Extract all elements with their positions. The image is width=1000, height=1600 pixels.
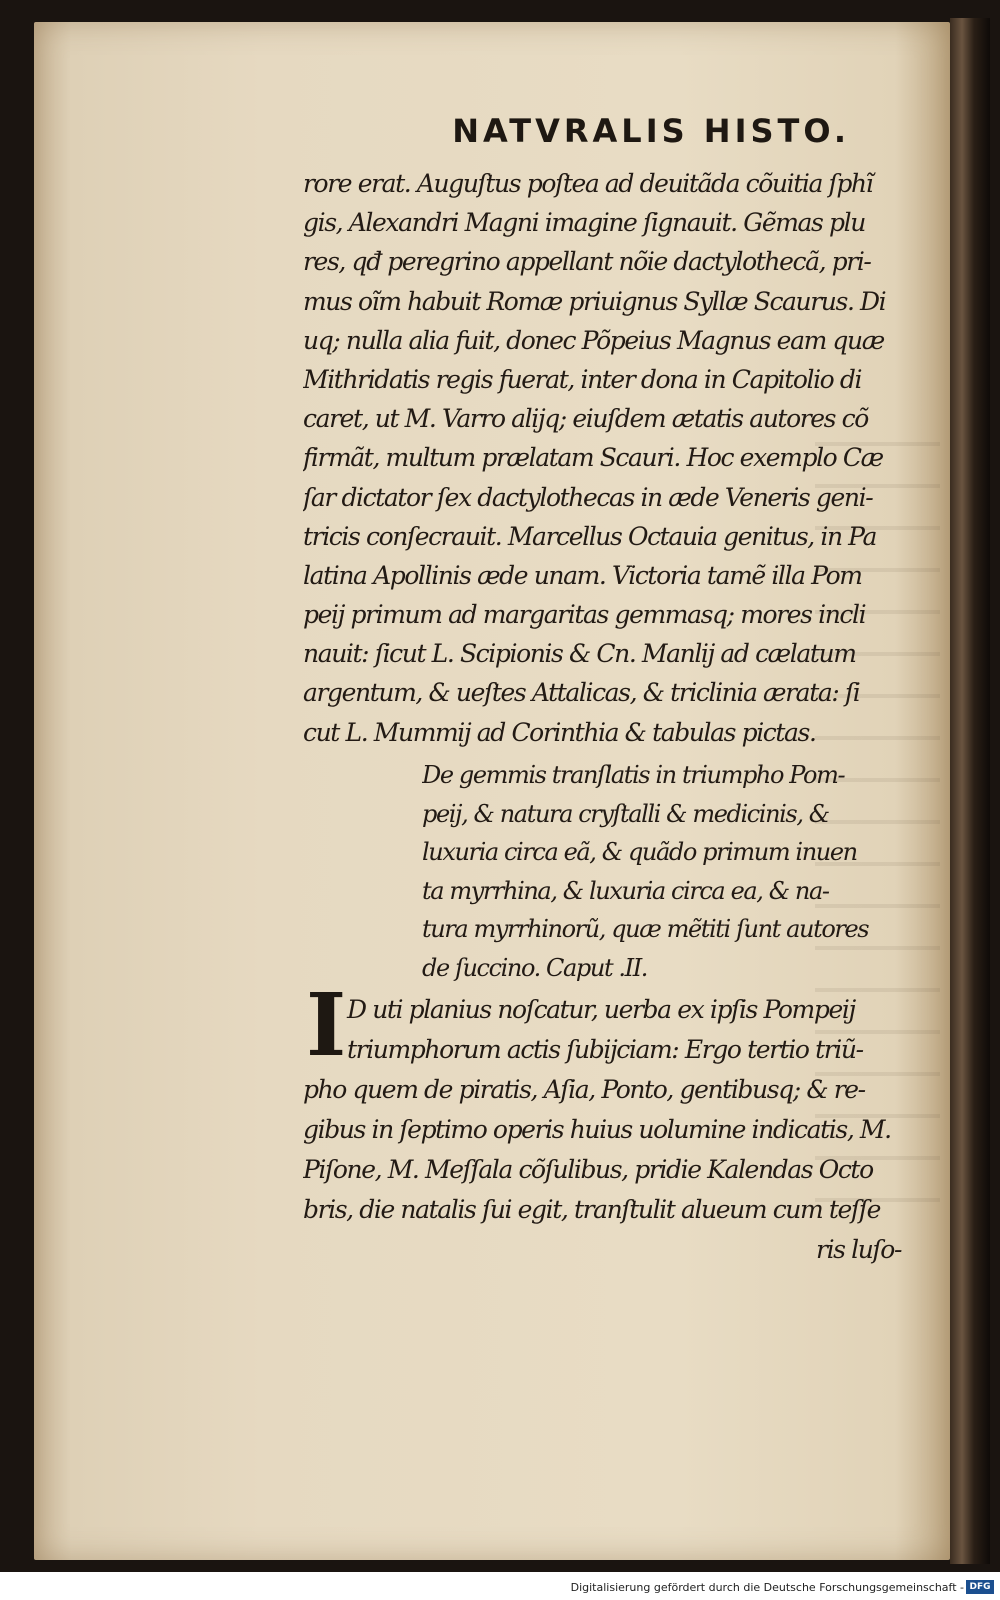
paragraph-2 [303, 990, 903, 1270]
caption-line: De gemmis tranſlatis in triumpho Pom- [422, 761, 845, 789]
text-line: Mithridatis regis fuerat, inter dona in Capitolio di [303, 364, 862, 394]
caput-label: Caput [546, 953, 613, 982]
text-line: mus oĩm habuit Romæ priuignus Syllæ Scaurus. Di [303, 286, 886, 316]
text-line: D uti planius noſcatur, uerba ex ipſis Pompeij [347, 995, 855, 1024]
text-line: bris, die natalis ſui egit, tranſtulit alueum cum teſſe [303, 1195, 881, 1224]
book-spine-edge [950, 18, 990, 1564]
paragraph-1 [303, 164, 903, 752]
caption-line: tura myrrhinorũ, quæ mẽtiti ſunt autores [422, 915, 869, 943]
text-line: nauit: ſicut L. Scipionis & Cn. Manlij ad cælatum [303, 639, 856, 669]
text-line: argentum, & ueſtes Attalicas, & triclinia ærata: ſi [303, 678, 860, 708]
caption-line: peij, & natura cryſtalli & medicinis, & [422, 799, 829, 828]
text-line: ſar dictator ſex dactylothecas in æde Veneris geni- [303, 482, 873, 512]
dfg-logo-icon: DFG [966, 1580, 994, 1594]
drop-capital: I [306, 975, 347, 1076]
caption-line: de ſuccino. [422, 953, 540, 982]
footer-bar [0, 1576, 1000, 1600]
text-line: latina Apollinis æde unam. Victoria tamẽ illa Pom [303, 560, 862, 590]
text-line: tricis conſecrauit. Marcellus Octauia genitus, in Pa [303, 521, 876, 551]
footer-credit: Digitalisierung gefördert durch die Deutsche Forschungsgemeinschaft - [570, 1581, 964, 1594]
text-line: Piſone, M. Meſſala cõſulibus, pridie Kalendas Octo [303, 1155, 873, 1184]
text-line: caret, ut M. Varro alijq; eiuſdem ætatis autores cõ [303, 404, 868, 434]
caption-line: ta myrrhina, & luxuria circa ea, & na- [422, 876, 829, 905]
text-line: firmãt, multum prælatam Scauri. Hoc exemplo Cæ [303, 443, 883, 473]
catchword: ris luſo- [816, 1235, 901, 1264]
chapter-caption [422, 756, 907, 987]
text-line: rore erat. Auguſtus poſtea ad deuitãda cõuitia ſphĩ [303, 169, 873, 198]
caput-number: .II. [618, 953, 648, 982]
running-head: NATVRALIS HISTO. [452, 112, 850, 150]
caption-line: luxuria circa eã, & quãdo primum inuen [422, 838, 857, 866]
caption-last-line [422, 949, 822, 988]
text-line: gibus in ſeptimo operis huius uolumine indicatis, M. [303, 1115, 891, 1144]
text-line: res, qđ peregrino appellant nõie dactylothecã, pri- [303, 247, 871, 277]
text-line: gis, Alexandri Magni imagine ſignauit. Gẽmas plu [303, 208, 865, 238]
text-line: triumphorum actis ſubijciam: Ergo tertio triũ- [347, 1035, 863, 1064]
text-line: cut L. Mummij ad Corinthia & tabulas pictas. [303, 717, 816, 747]
text-line: pho quem de piratis, Aſia, Ponto, gentibusq; & re- [303, 1075, 865, 1104]
text-line: peij primum ad margaritas gemmasq; mores incli [303, 600, 866, 630]
text-line: uq; nulla alia fuit, donec Põpeius Magnus eam quæ [303, 325, 884, 355]
